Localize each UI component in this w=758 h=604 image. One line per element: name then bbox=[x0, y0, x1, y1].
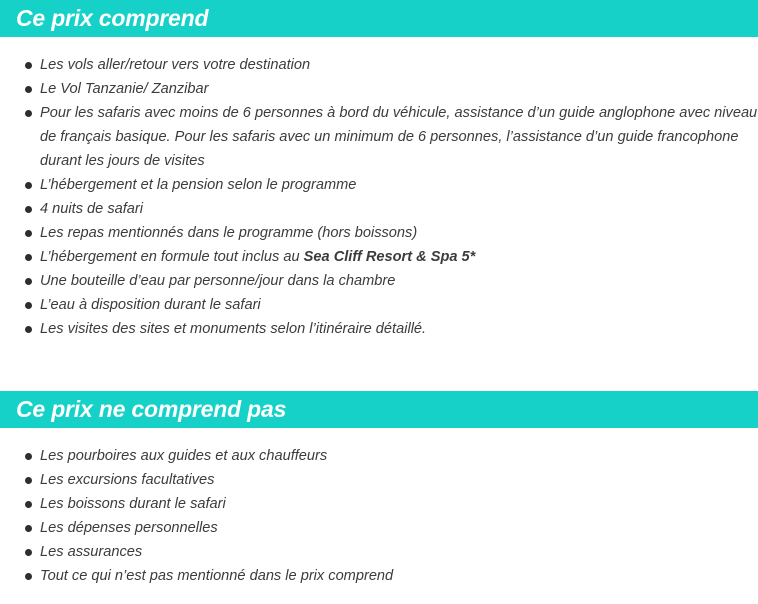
list-item-text: Les pourboires aux guides et aux chauffeurs bbox=[40, 448, 328, 464]
bullet-icon bbox=[25, 326, 32, 333]
bullet-icon bbox=[25, 302, 32, 309]
list-item-text: Les boissons durant le safari bbox=[40, 496, 226, 512]
bullet-icon bbox=[25, 182, 32, 189]
list-item-text: Les assurances bbox=[40, 544, 143, 560]
list-item bbox=[0, 77, 758, 101]
bullet-icon bbox=[25, 453, 32, 460]
includes-section-header bbox=[0, 0, 758, 37]
list-item-text: Les vols aller/retour vers votre destination bbox=[40, 57, 311, 73]
list-item-text: Une bouteille d’eau par personne/jour dans la chambre bbox=[40, 273, 396, 289]
list-item-text: Le Vol Tanzanie/ Zanzibar bbox=[40, 81, 209, 97]
list-item-text: L’eau à disposition durant le safari bbox=[40, 297, 261, 313]
list-item-text: Les repas mentionnés dans le programme (hors boissons) bbox=[40, 225, 418, 241]
list-item-text: L’hébergement et la pension selon le programme bbox=[40, 177, 357, 193]
bullet-icon bbox=[25, 278, 32, 285]
list-item bbox=[0, 540, 758, 564]
list-item bbox=[0, 564, 758, 588]
list-item-text: Pour les safaris avec moins de 6 personnes à bord du véhicule, assistance d’un guide anglophone avec niveau de français basique. Pour les safaris avec un minimum de 6 personnes, l’assistance d’un guide francophone durant les jours de visites bbox=[40, 105, 758, 169]
list-item bbox=[0, 245, 758, 269]
bullet-icon bbox=[25, 477, 32, 484]
list-item bbox=[0, 173, 758, 197]
excludes-title: Ce prix ne comprend pas bbox=[16, 396, 287, 422]
list-item bbox=[0, 444, 758, 468]
bullet-icon bbox=[25, 62, 32, 69]
list-item bbox=[0, 269, 758, 293]
bullet-icon bbox=[25, 86, 32, 93]
bullet-icon bbox=[25, 110, 32, 117]
list-item bbox=[0, 197, 758, 221]
bullet-icon bbox=[25, 501, 32, 508]
list-item-text: Les visites des sites et monuments selon l’itinéraire détaillé. bbox=[40, 321, 427, 337]
list-item bbox=[0, 468, 758, 492]
list-item bbox=[0, 516, 758, 540]
excludes-list bbox=[0, 444, 758, 588]
bullet-icon bbox=[25, 206, 32, 213]
list-item-text: L’hébergement en formule tout inclus au bbox=[40, 249, 304, 265]
list-item-text: 4 nuits de safari bbox=[40, 201, 144, 217]
bullet-icon bbox=[25, 525, 32, 532]
list-item bbox=[0, 293, 758, 317]
list-item-text: Tout ce qui n’est pas mentionné dans le prix comprend bbox=[40, 568, 394, 584]
list-item bbox=[0, 101, 758, 173]
includes-title: Ce prix comprend bbox=[16, 5, 209, 31]
bullet-icon bbox=[25, 254, 32, 261]
list-item bbox=[0, 221, 758, 245]
excludes-section-header bbox=[0, 391, 758, 428]
hotel-name: Sea Cliff Resort & Spa 5* bbox=[303, 249, 476, 265]
list-item bbox=[0, 492, 758, 516]
list-item-text: Les excursions facultatives bbox=[40, 472, 215, 488]
list-item bbox=[0, 53, 758, 77]
list-item-text: Les dépenses personnelles bbox=[40, 520, 218, 536]
includes-list bbox=[0, 53, 758, 341]
bullet-icon bbox=[25, 549, 32, 556]
bullet-icon bbox=[25, 573, 32, 580]
list-item bbox=[0, 317, 758, 341]
bullet-icon bbox=[25, 230, 32, 237]
